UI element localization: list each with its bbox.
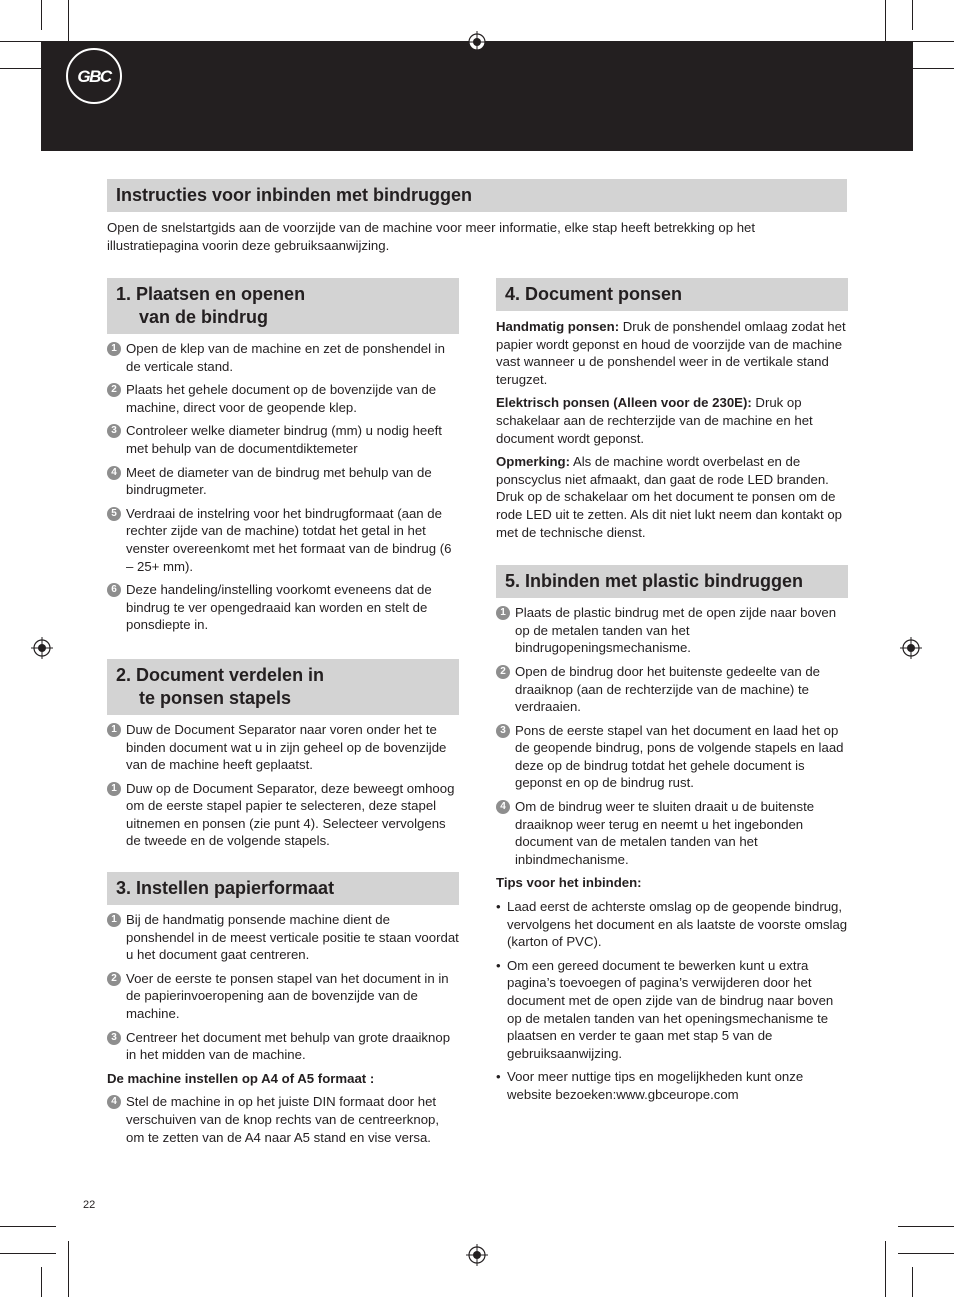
tip-item: • Om een gereed document te bewerken kunt u extra pagina’s toevoegen of pagina’s verwijderen door het document met de open zijde van de bindrug naar boven op de metalen tanden van het openingsmechanisme te plaatsen en verder te gaan met stap 5 van de gebruiksaanwijzing. (496, 957, 848, 1063)
list-item: 5 Verdraai de instelring voor het bindrugformaat (aan de rechter zijde van de machine) totdat het getal in het venster overeenkomt met het formaat van de bindrug (6 – 25+ mm). (107, 505, 459, 575)
gbc-logo-icon (71, 64, 117, 88)
crop-mark (41, 1267, 42, 1297)
list-item: 4 Stel de machine in op het juiste DIN formaat door het verschuiven van de knop rechts van de centreerknop, om te zetten van de A4 naar A5 stand en vise versa. (107, 1093, 459, 1146)
paragraph: Handmatig ponsen: Druk de ponshendel omlaag zodat het papier wordt geponst en houd de voorzijde van de machine vast wanneer u de ponshendel weer in de vertikale stand terugzet. (496, 319, 846, 387)
tip-item: • Laad eerst de achterste omslag op de geopende bindrug, vervolgens het document en als laatste de voorste omslag (karton of PVC). (496, 898, 848, 951)
crop-mark (0, 1253, 56, 1254)
section-2-heading: 2. Document verdelen in te ponsen stapels (107, 659, 459, 715)
section-3-heading: 3. Instellen papierformaat (107, 872, 459, 905)
header-band (41, 41, 913, 151)
step-number-badge: 2 (496, 665, 510, 679)
tips-heading: Tips voor het inbinden: (496, 875, 642, 891)
section-4-heading: 4. Document ponsen (496, 278, 848, 311)
section-5-heading: 5. Inbinden met plastic bindruggen (496, 565, 848, 598)
step-number-badge: 1 (107, 723, 121, 737)
intro-paragraph: Open de snelstartgids aan de voorzijde van de machine voor meer informatie, elke stap heeft betrekking op het illustratiepagina voorin deze gebruiksaanwijzing. (107, 220, 756, 253)
list-item: 2 Plaats het gehele document op de bovenzijde van de machine, direct voor de geopende klep. (107, 381, 459, 416)
tip-item: • Voor meer nuttige tips en mogelijkheden kunt onze website bezoeken:www.gbceurope.com (496, 1068, 848, 1103)
registration-mark-icon (466, 31, 488, 53)
list-item: 3 Controleer welke diameter bindrug (mm) u nodig heeft met behulp van de documentdiktemeter (107, 422, 459, 457)
crop-mark (0, 1226, 56, 1227)
step-number-badge: 4 (496, 800, 510, 814)
registration-mark-icon (466, 1244, 488, 1266)
list-item: 4 Om de bindrug weer te sluiten draait u de buitenste draaiknop weer terug en neemt u het ingebonden document van de metalen tanden van het inbindmechanisme. (496, 798, 848, 868)
list-item: 3 Centreer het document met behulp van grote draaiknop in het midden van de machine. (107, 1029, 459, 1064)
list-item: 2 Voer de eerste te ponsen stapel van het document in in de papierinvoeropening aan de bovenzijde van de machine. (107, 970, 459, 1023)
step-number-badge: 3 (496, 724, 510, 738)
list-item: 2 Open de bindrug door het buitenste gedeelte van de draaiknop (aan de rechterzijde van de machine) te verdraaien. (496, 663, 848, 716)
crop-mark (68, 1241, 69, 1297)
step-number-badge: 3 (107, 424, 121, 438)
crop-mark (912, 0, 913, 30)
step-number-badge: 2 (107, 383, 121, 397)
list-item: 1 Plaats de plastic bindrug met de open zijde naar boven op de metalen tanden van het bindrugopeningsmechanisme. (496, 604, 848, 657)
step-number-badge: 1 (107, 782, 121, 796)
step-number-badge: 4 (107, 466, 121, 480)
paragraph: Opmerking: Als de machine wordt overbelast en de ponscyclus niet afmaakt, dan gaat de rode LED branden. Druk op de schakelaar om het document te ponsen om de rode LED uit te zetten. Als dit niet lukt neem dan kontakt op met de technische dienst. (496, 454, 843, 540)
list-item: 1 Bij de handmatig ponsende machine dient de ponshendel in de meest verticale positie te staan voordat u het document gaat centreren. (107, 911, 459, 964)
crop-mark (885, 1241, 886, 1297)
step-number-badge: 1 (496, 606, 510, 620)
list-item: 1 Duw op de Document Separator, deze beweegt omhoog om de eerste stapel papier te selecteren, deze stapel uitnemen en ponsen (zie punt 4). Selecteer vervolgens de tweede en de volgende stapels. (107, 780, 459, 850)
step-number-badge: 3 (107, 1031, 121, 1045)
step-number-badge: 5 (107, 507, 121, 521)
paragraph: Elektrisch ponsen (Alleen voor de 230E): Druk op schakelaar aan de rechterzijde van de machine en het document wordt geponst. (496, 395, 813, 446)
crop-mark (41, 0, 42, 30)
step-number-badge: 4 (107, 1095, 121, 1109)
page-title: Instructies voor inbinden met bindruggen (107, 179, 847, 212)
gbc-logo (66, 48, 122, 104)
crop-mark (898, 1226, 954, 1227)
registration-mark-icon (31, 637, 53, 659)
section-1-heading: 1. Plaatsen en openen van de bindrug (107, 278, 459, 334)
step-number-badge: 2 (107, 972, 121, 986)
subheading: De machine instellen op A4 of A5 formaat : (107, 1070, 375, 1086)
step-number-badge: 1 (107, 342, 121, 356)
step-number-badge: 6 (107, 583, 121, 597)
step-number-badge: 1 (107, 913, 121, 927)
logo-text: GBC (77, 67, 111, 86)
crop-mark (912, 1267, 913, 1297)
registration-mark-icon (900, 637, 922, 659)
page-number: 22 (83, 1199, 96, 1211)
list-item: 6 Deze handeling/instelling voorkomt eveneens dat de bindrug te ver opengedraaid kan worden en stelt de ponsdiepte in. (107, 581, 459, 634)
list-item: 4 Meet de diameter van de bindrug met behulp van de bindrugmeter. (107, 464, 459, 499)
crop-mark (898, 1253, 954, 1254)
left-column (107, 278, 459, 1146)
list-item: 1 Open de klep van de machine en zet de ponshendel in de verticale stand. (107, 340, 459, 375)
list-item: 1 Duw de Document Separator naar voren onder het te binden document wat u in zijn geheel op de bovenzijde van de machine heeft geplaatst. (107, 721, 459, 774)
right-column (496, 278, 848, 1104)
list-item: 3 Pons de eerste stapel van het document en laad het op de geopende bindrug, pons de volgende stapels en laad deze op de bindrug totdat het gehele document is geponst en op de bindrug rust. (496, 722, 848, 792)
